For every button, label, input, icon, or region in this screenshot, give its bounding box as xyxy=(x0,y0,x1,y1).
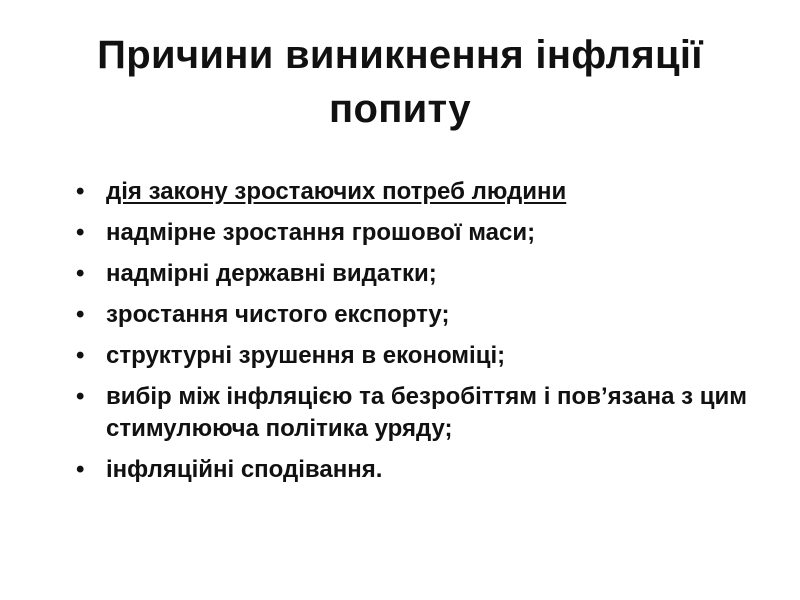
bullet-text: дія закону зростаючих потреб людини xyxy=(106,178,567,205)
bullet-icon: • xyxy=(76,456,85,483)
bullet-icon: • xyxy=(76,301,85,328)
list-item xyxy=(76,381,776,445)
bullet-icon: • xyxy=(76,260,85,287)
bullet-list xyxy=(76,176,776,495)
slide-title: Причини виникнення інфляції попиту xyxy=(97,33,703,131)
bullet-icon: • xyxy=(76,219,85,246)
bullet-icon: • xyxy=(76,383,85,410)
bullet-text: надмірне зростання грошової маси; xyxy=(106,219,536,246)
list-item xyxy=(76,340,776,372)
bullet-text: структурні зрушення в економіці; xyxy=(106,342,506,369)
bullet-icon: • xyxy=(76,342,85,369)
list-item xyxy=(76,454,776,486)
list-item xyxy=(76,258,776,290)
list-item xyxy=(76,299,776,331)
bullet-text: зростання чистого експорту; xyxy=(106,301,450,328)
list-item xyxy=(76,176,776,208)
bullet-text: інфляційні сподівання. xyxy=(106,456,383,483)
bullet-text: надмірні державні видатки; xyxy=(106,260,437,287)
bullet-icon: • xyxy=(76,178,85,205)
list-item xyxy=(76,217,776,249)
bullet-text: вибір між інфляцією та безробіттям і пов’язана з цим стимулююча політика уряду; xyxy=(106,383,747,442)
